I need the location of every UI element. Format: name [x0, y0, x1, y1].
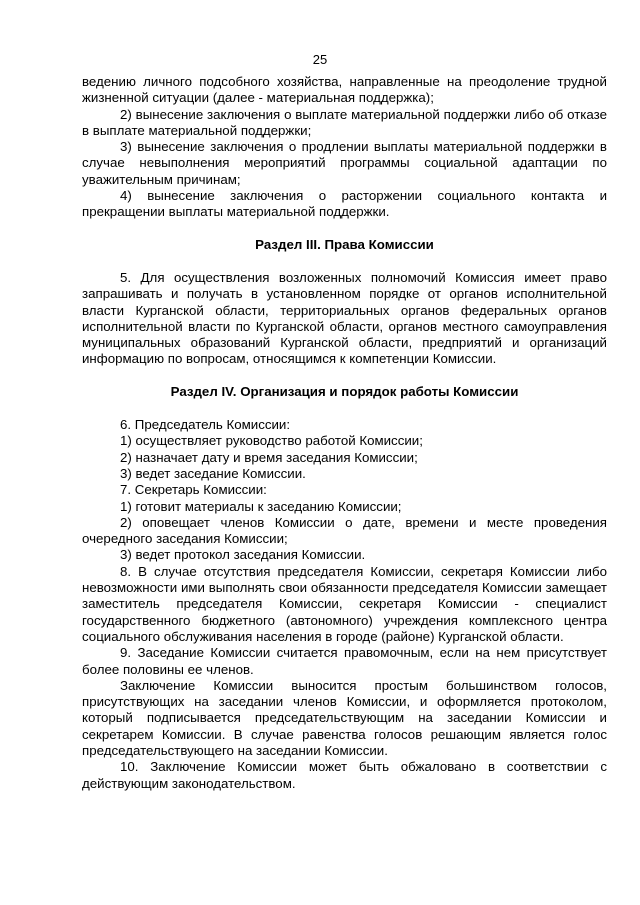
section-heading: Раздел IV. Организация и порядок работы Комиссии — [170, 383, 519, 399]
paragraph: 10. Заключение Комиссии может быть обжаловано в соответствии с действующим законодательством. — [82, 759, 607, 791]
list-item: 2) назначает дату и время заседания Комиссии; — [120, 449, 418, 465]
section-heading: Раздел III. Права Комиссии — [255, 236, 434, 252]
list-item: 1) осуществляет руководство работой Комиссии; — [120, 433, 423, 449]
list-item: 3) ведет заседание Комиссии. — [120, 465, 306, 481]
list-item: 4) вынесение заключения о расторжении социального контакта и прекращении выплаты материальной поддержки. — [82, 188, 607, 220]
list-item: 3) вынесение заключения о продлении выплаты материальной поддержки в случае невыполнения мероприятий программы социальной адаптации по уважительным причинам; — [82, 139, 607, 187]
list-item: 1) готовит материалы к заседанию Комиссии; — [120, 498, 402, 514]
page-number: 25 — [312, 52, 328, 67]
paragraph: ведению личного подсобного хозяйства, направленные на преодоление трудной жизненной ситуации (далее - материальная поддержка); — [82, 74, 607, 106]
list-item: 2) вынесение заключения о выплате материальной поддержки либо об отказе в выплате материальной поддержки; — [82, 106, 607, 138]
paragraph: 6. Председатель Комиссии: — [120, 417, 291, 433]
paragraph: 9. Заседание Комиссии считается правомочным, если на нем присутствует более половины ее членов. — [82, 645, 607, 677]
paragraph: 5. Для осуществления возложенных полномочий Комиссия имеет право запрашивать и получать в установленном порядке от органов исполнительной власти Курганской области, территориальных органов федеральных органов исполнительной власти по Курганской области, органов местного самоуправления муниципальных образований Курганской области, предприятий и организаций информацию по вопросам, относящимся к компетенции Комиссии. — [82, 269, 607, 367]
list-item: 2) оповещает членов Комиссии о дате, времени и месте проведения очередного заседания Комиссии; — [82, 514, 607, 547]
paragraph: 7. Секретарь Комиссии: — [120, 482, 267, 498]
paragraph: Заключение Комиссии выносится простым большинством голосов, присутствующих на заседании членов Комиссии, и оформляется протоколом, который подписывается председательствующим на заседании Комиссии и секретарем Комиссии. В случае равенства голосов решающим является голос председательствующего на заседании Комиссии. — [82, 677, 607, 758]
document-body — [82, 74, 607, 792]
paragraph: 8. В случае отсутствия председателя Комиссии, секретаря Комиссии либо невозможности ими выполнять свои обязанности председателя Комиссии замещает заместитель председателя Комиссии, секретаря Комиссии - специалист государственного бюджетного (автономного) учреждения комплексного центра социального обслуживания населения в городе (районе) Курганской области. — [82, 563, 607, 644]
list-item: 3) ведет протокол заседания Комиссии. — [120, 547, 366, 563]
